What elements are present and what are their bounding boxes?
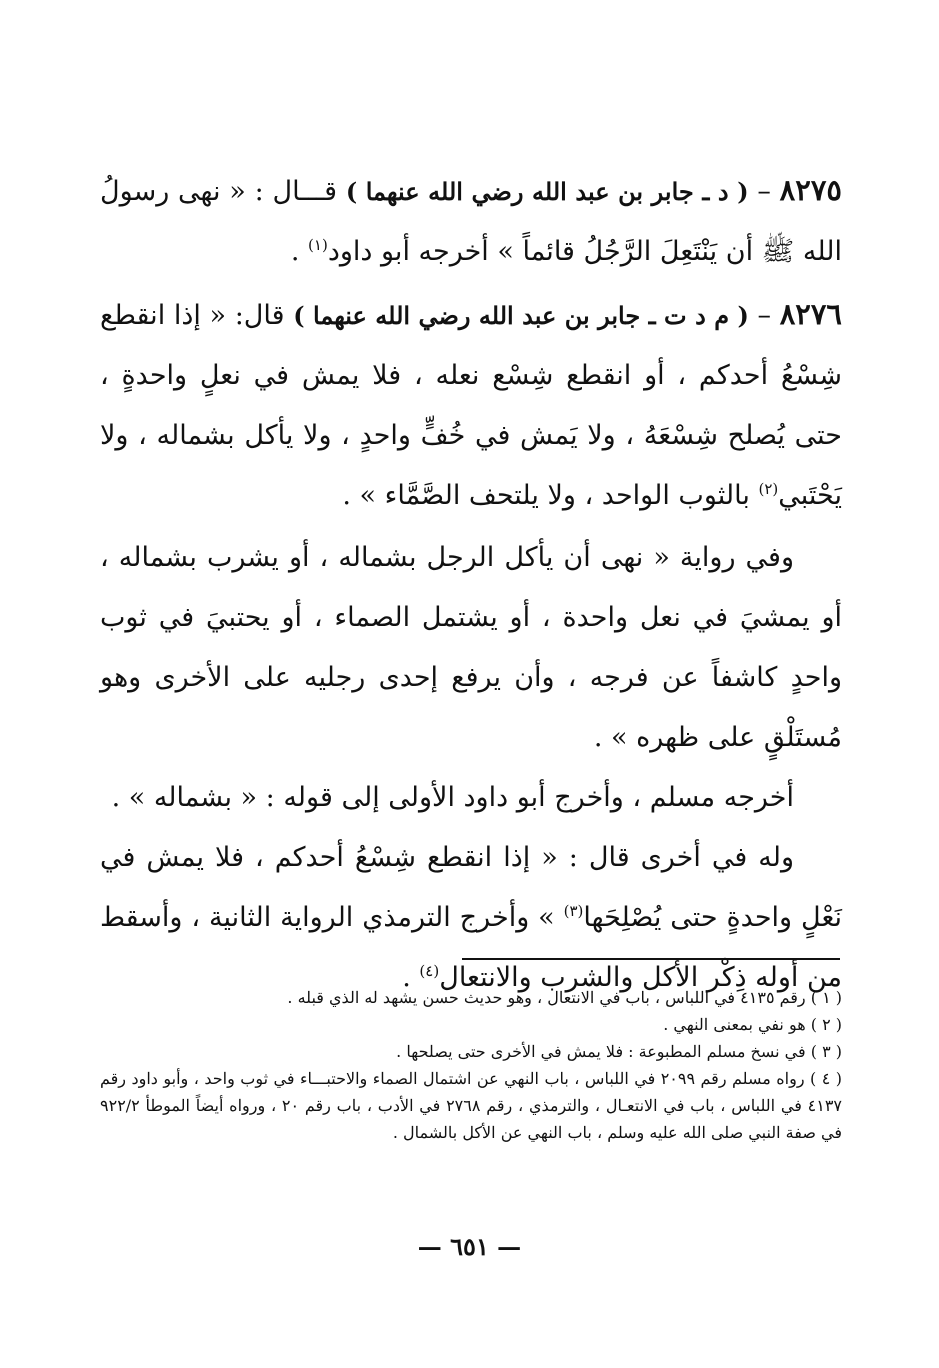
hadith-dash: – bbox=[757, 176, 771, 207]
hadith-body: قـــال : « نهى رسولُ الله ﷺ أن يَنْتَعِلَ الرَّجُلُ قائماً » أخرجه أبو داود bbox=[100, 176, 842, 267]
hadith-body-continued: بالثوب الواحد ، ولا يلتحف الصَّمَّاء » . bbox=[342, 480, 759, 511]
riwaya-paragraph: وفي رواية « نهى أن يأكل الرجل بشماله ، أو يشرب بشماله ، أو يمشيَ في نعل واحدة ، أو يشتمل الصماء ، أو يحتبيَ في ثوب واحدٍ كاشفاً عن فرجه ، وأن يرفع إحدى رجليه على الأخرى وهو مُستَلْقٍ على ظهره » . bbox=[100, 542, 842, 753]
footnote-marker: (٢) bbox=[758, 480, 779, 498]
footnote-1: ( ١ ) رقم ٤١٣٥ في اللباس ، باب في الانتعال ، وهو حديث حسن يشهد له الذي قبله . bbox=[287, 988, 842, 1007]
ukhra-end: . bbox=[402, 962, 420, 993]
footnote-marker: (٣) bbox=[563, 902, 584, 920]
footnote-divider bbox=[462, 958, 840, 960]
ukhra-paragraph bbox=[100, 828, 842, 1008]
hadith-body: قال: « إذا انقطع شِسْعُ أحدكم ، أو انقطع شِسْع نعله ، فلا يمش في نعلٍ واحدةٍ ، حتى يُصلح شِسْعَهُ ، ولا يَمش في خُفٍّ واحدٍ ، ولا يأكل بشماله ، ولا يَحْتَبي bbox=[100, 300, 842, 511]
hadith-number: ٨٢٧٦ bbox=[779, 297, 842, 331]
hadith-end: . bbox=[290, 236, 309, 267]
page-number: — ٦٥١ — bbox=[417, 1232, 522, 1261]
ukhra-text: وله في أخرى قال : « إذا انقطع شِسْعُ أحدكم ، فلا يمش في نَعْلٍ واحدةٍ حتى يُصْلِحَها bbox=[100, 842, 842, 933]
main-text bbox=[100, 160, 842, 1008]
hadith-narrators: ( م د ت ـ جابر بن عبد الله رضي الله عنهما ) bbox=[293, 301, 749, 330]
hadith-8275 bbox=[100, 160, 842, 282]
footnote-4: ( ٤ ) رواه مسلم رقم ٢٠٩٩ في اللباس ، باب النهي عن اشتمال الصماء والاحتبـــاء في ثوب واحد ، وأبو داود رقم ٤١٣٧ في اللباس ، باب في الانتعـال ، والترمذي ، رقم ٢٧٦٨ في الأدب ، باب رقم ٢٠ ، ورواه أيضاً الموطأ ٩٢٢/٢ في صفة النبي صلى الله عليه وسلم ، باب النهي عن الأكل بالشمال . bbox=[100, 1069, 843, 1142]
hadith-8276 bbox=[100, 284, 842, 526]
hadith-narrators: ( د ـ جابر بن عبد الله رضي الله عنهما ) bbox=[345, 177, 749, 206]
footnotes bbox=[100, 984, 842, 1146]
footnote-marker: (٤) bbox=[419, 962, 440, 980]
footnote-3: ( ٣ ) في نسخ مسلم المطبوعة : فلا يمش في الأخرى حتى يصلحها . bbox=[396, 1042, 842, 1061]
ukhra-text-continued: » وأخرج الترمذي الرواية الثانية ، وأسقط من أوله ذِكْر الأكل والشرب والانتعال bbox=[100, 902, 842, 993]
akhraja-paragraph: أخرجه مسلم ، وأخرج أبو داود الأولى إلى قوله : « بشماله » . bbox=[111, 782, 794, 813]
footnote-marker: (١) bbox=[308, 236, 328, 254]
footnote-2: ( ٢ ) هو نفي بمعنى النهي . bbox=[663, 1015, 842, 1034]
hadith-number: ٨٢٧٥ bbox=[779, 173, 842, 207]
hadith-dash: – bbox=[757, 300, 772, 331]
